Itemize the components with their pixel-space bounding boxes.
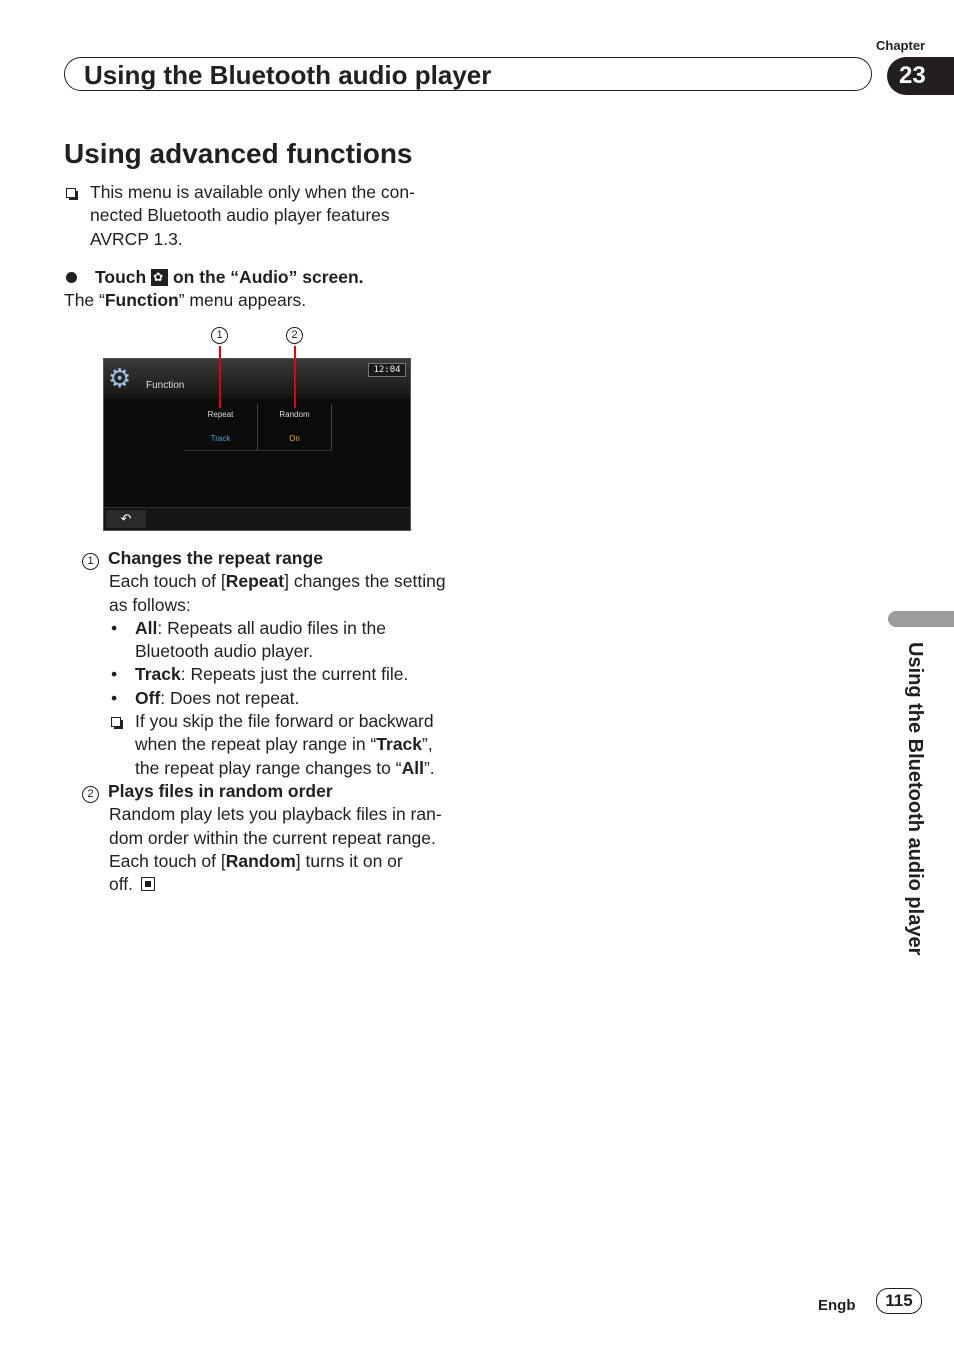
item-1-text: Each touch of [Repeat] changes the setting — [109, 571, 446, 592]
random-button-value: On — [289, 434, 300, 443]
chapter-number: 23 — [887, 57, 954, 95]
side-tab-text: Using the Bluetooth audio player — [904, 642, 926, 956]
page-number: 115 — [876, 1288, 922, 1314]
repeat-button[interactable] — [184, 404, 258, 451]
random-button[interactable] — [258, 404, 332, 451]
function-screen-screenshot — [103, 358, 411, 531]
end-mark-icon — [141, 877, 155, 891]
note-item: If you skip the file forward or backward when the repeat play range in “Track”, the repeat play range changes to “All”. — [109, 710, 482, 780]
item-1-number: 1 — [82, 553, 99, 570]
callout-2-number: 2 — [286, 327, 303, 344]
item-2-text: Random play lets you playback files in ran- — [109, 804, 442, 825]
note-box-icon — [111, 717, 121, 727]
function-gear-icon — [151, 269, 168, 286]
screen-clock: 12:04 — [368, 363, 406, 377]
callout-2-line — [294, 346, 296, 408]
section-title: Using the Bluetooth audio player — [84, 60, 492, 90]
bullet-dot-icon — [66, 272, 77, 283]
note-box-icon — [66, 188, 76, 198]
item-2-text: dom order within the current repeat range. — [109, 827, 436, 848]
side-tab-marker — [888, 611, 954, 627]
item-1-title: 1 Changes the repeat range — [82, 547, 482, 570]
step-result: The “Function” menu appears. — [64, 290, 307, 310]
repeat-button-label: Repeat — [207, 410, 234, 419]
item-2-number: 2 — [82, 786, 99, 803]
screen-title: Function — [146, 380, 185, 391]
note-line: nected Bluetooth audio player features — [90, 205, 390, 226]
item-2-text: Each touch of [Random] turns it on or — [109, 850, 403, 871]
random-button-label: Random — [279, 410, 310, 419]
item-1-block — [82, 547, 482, 896]
list-item: • Track: Repeats just the current file. — [111, 664, 409, 685]
gear-icon: ⚙ — [108, 363, 132, 393]
note-line: This menu is available only when the con- — [90, 182, 415, 202]
footer-language: Engb — [818, 1297, 856, 1314]
callout-1-line — [219, 346, 221, 408]
step-touch: Touch — [95, 267, 147, 287]
screen-title-bar — [104, 359, 410, 399]
list-item: • All: Repeats all audio files in the Bluetooth audio player. — [111, 617, 386, 662]
list-item: • Off: Does not repeat. — [111, 687, 300, 708]
note-line: AVRCP 1.3. — [90, 228, 183, 249]
back-icon[interactable]: ↶ — [106, 510, 146, 528]
item-2-text: off. — [109, 873, 482, 896]
note-block — [64, 181, 415, 251]
step-rest: on the “Audio” screen. — [172, 267, 364, 287]
page-heading: Using advanced functions — [64, 138, 413, 169]
repeat-button-value: Track — [210, 434, 231, 443]
chapter-label: Chapter — [876, 38, 926, 53]
item-1-text: as follows: — [109, 594, 191, 615]
step-instruction — [64, 266, 364, 289]
item-2-title: 2 Plays files in random order — [82, 780, 482, 803]
screen-bottom-bar — [104, 507, 410, 530]
callout-1-number: 1 — [211, 327, 228, 344]
